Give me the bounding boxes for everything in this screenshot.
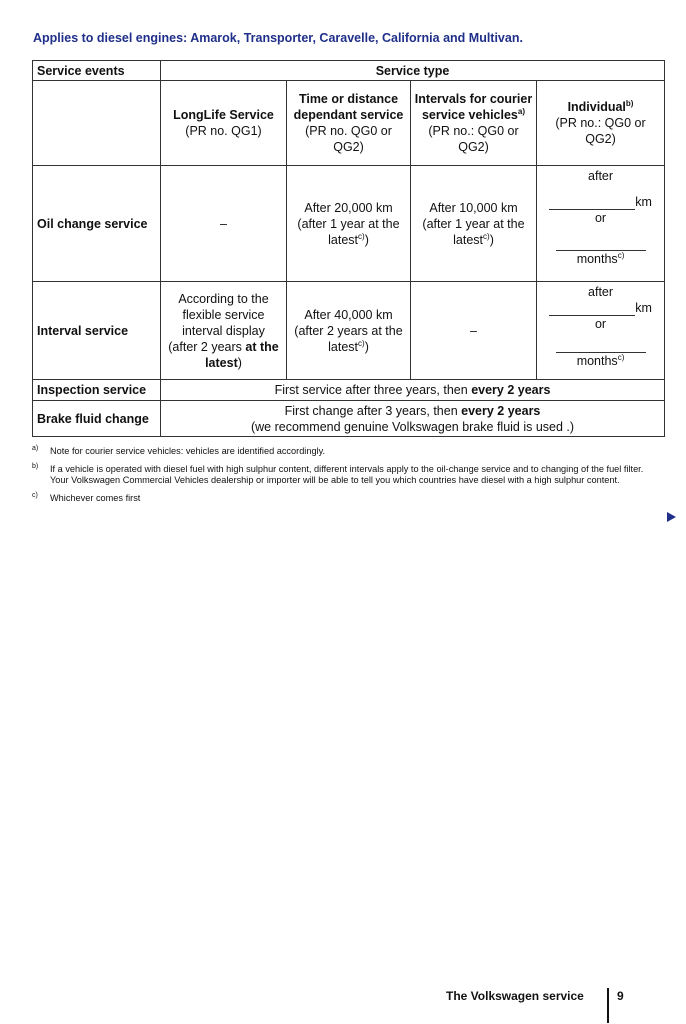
type-time-distance xyxy=(287,81,411,166)
time-title: Time or distance dependant service xyxy=(293,92,404,122)
brake-fluid-row xyxy=(33,401,665,437)
interval-service-row xyxy=(33,282,665,380)
oil-change-row xyxy=(33,166,665,282)
type-courier xyxy=(411,81,537,166)
interval-courier-value: – xyxy=(411,282,537,380)
courier-pr: (PR no.: QG0 or QG2) xyxy=(428,124,519,154)
continue-arrow-icon xyxy=(667,512,676,522)
months-blank xyxy=(556,342,646,353)
brake-fluid-value: First change after 3 years, then every 2 years (we recommend genuine Volkswagen brake fluid is used .) xyxy=(161,401,665,437)
inspection-row xyxy=(33,380,665,401)
longlife-pr: (PR no. QG1) xyxy=(185,124,262,138)
interval-individual-value: after km or months$^{c)}$ xyxy=(537,282,665,380)
km-blank xyxy=(549,197,635,210)
inspection-value: First service after three years, then every 2 years xyxy=(161,380,665,401)
individual-title: Individual$^{b)}$ xyxy=(567,98,634,114)
footnote-b: $^{b)}$ If a vehicle is operated with diesel fuel with high sulphur content, different intervals apply to the oil-change service and to changing of the fuel filter. Your Volkswagen Commercial Vehicles dealership or importer will be able to tell you which countries have diesel with a high sulphur content. xyxy=(32,462,644,485)
footer-divider xyxy=(607,988,609,1023)
courier-title: Intervals for courier service vehicles$^{a)}$ xyxy=(414,92,533,122)
oil-individual-value: after km or months$^{c)}$ xyxy=(537,166,665,282)
page-number: 9 xyxy=(617,989,624,1003)
empty-cell xyxy=(33,81,161,166)
brake-fluid-label: Brake fluid change xyxy=(33,401,161,437)
type-longlife xyxy=(161,81,287,166)
type-individual xyxy=(537,81,665,166)
footnote-a: $^{a)}$ Note for courier service vehicles: vehicles are identified accordingly. xyxy=(32,444,326,456)
interval-time-value: After 40,000 km (after 2 years at the latest$^{c)}$) xyxy=(287,282,411,380)
time-pr: (PR no. QG0 or QG2) xyxy=(305,124,392,154)
footnotes xyxy=(32,446,657,510)
oil-longlife-value: – xyxy=(161,166,287,282)
oil-time-value: After 20,000 km (after 1 year at the latest$^{c)}$) xyxy=(287,166,411,282)
header-service-events: Service events xyxy=(33,61,161,81)
inspection-label: Inspection service xyxy=(33,380,161,401)
table-type-row xyxy=(33,81,665,166)
oil-change-label: Oil change service xyxy=(33,166,161,282)
longlife-title: LongLife Service xyxy=(173,108,274,122)
table-header-row xyxy=(33,61,665,81)
interval-service-label: Interval service xyxy=(33,282,161,380)
header-service-type: Service type xyxy=(161,61,665,81)
months-blank xyxy=(556,240,646,251)
individual-pr: (PR no.: QG0 or QG2) xyxy=(555,116,646,146)
footer-title: The Volkswagen service xyxy=(446,989,584,1003)
km-blank xyxy=(549,303,635,316)
interval-longlife-value: According to the flexible service interval display (after 2 years at the latest) xyxy=(161,282,287,380)
oil-courier-value: After 10,000 km (after 1 year at the latest$^{c)}$) xyxy=(411,166,537,282)
service-table xyxy=(32,60,665,437)
footnote-c: $^{c)}$ Whichever comes first xyxy=(32,491,141,503)
page-heading: Applies to diesel engines: Amarok, Transporter, Caravelle, California and Multivan. xyxy=(33,31,523,45)
